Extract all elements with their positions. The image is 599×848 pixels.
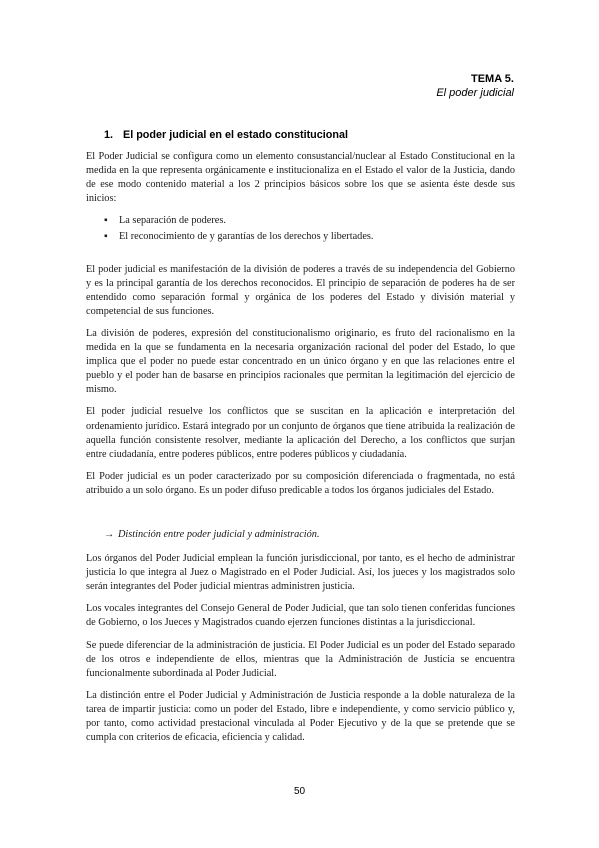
paragraph: La distinción entre el Poder Judicial y Administración de Justicia responde a la doble naturaleza de la tarea de impartir justicia: como un poder del Estado, libre e independiente, y como servicio público y, por tanto, como actividad prestacional vinculada al Poder Ejecutivo y de la que se pretende que se cumpla con criterios de eficacia, eficiencia y calidad.: [86, 689, 515, 744]
bullet-icon: ▪: [104, 215, 108, 227]
chapter-title: El poder judicial: [436, 87, 514, 99]
paragraph: El poder judicial es manifestación de la división de poderes a través de su independencia del Gobierno y es la principal garantía de los derechos reconocidos. El principio de separación de poderes ha de ser entendido como separación formal y orgánica de los poderes del Estado y división material y competencial de sus funciones.: [86, 263, 515, 317]
paragraph: El Poder Judicial se configura como un elemento consustancial/nuclear al Estado Constitucional en la medida en la que representa orgánicamente e institucionaliza en el Estado el valor de la Justicia, dando de ese modo contenido material a los 2 principios básicos sobre los que se asienta éste desde sus inicios:: [86, 151, 515, 205]
arrow-right-icon: →: [104, 528, 115, 540]
paragraph: El poder judicial resuelve los conflictos que se suscitan en la aplicación e interpretación del ordenamiento jurídico. Estará integrado por un conjunto de órganos que tiene atribuida la realización de aquella función consistente resolver, mediante la aplicación del Derecho, a los conflictos que surjan entre ciudadanía, entre poderes públicos, entre poderes públicos y ciudadanía.: [86, 406, 515, 460]
document-body: [86, 128, 515, 753]
paragraph: El Poder judicial es un poder caracterizado por su composición diferenciada o fragmentada, no está atribuido a un solo órgano. Es un poder difuso predicable a todos los órganos judiciales del Estado.: [86, 470, 515, 496]
page-number: 50: [293, 786, 306, 797]
list-item-text: El reconocimiento de y garantías de los derechos y libertades.: [119, 231, 374, 243]
section-number: 1.: [104, 129, 114, 141]
paragraph: Se puede diferenciar de la administración de justicia. El Poder Judicial es un poder del Estado separado de los otros e independiente de ellos, mientras que la Administración de Justicia se encuentra funcionalmente subordinada al Poder Judicial.: [86, 639, 515, 679]
subheading-text: Distinción entre poder judicial y administración.: [118, 528, 320, 540]
paragraph: Los órganos del Poder Judicial emplean la función jurisdiccional, por tanto, es el hecho de administrar justicia lo que integra al Juez o Magistrado en el Poder Judicial. Así, los jueces y los magistrados solo serán integrantes del Poder judicial mientras administren justicia.: [86, 553, 515, 593]
paragraph: Los vocales integrantes del Consejo General de Poder Judicial, que tan solo tienen conferidas funciones de Gobierno, o los Jueces y Magistrados cuando ejerzen funciones distintas a la jurisdiccional.: [86, 603, 515, 629]
list-item-text: La separación de poderes.: [119, 215, 226, 227]
section-title: El poder judicial en el estado constitucional: [123, 129, 348, 141]
bullet-list: [86, 214, 515, 244]
bullet-icon: ▪: [104, 231, 108, 243]
paragraph: La división de poderes, expresión del constitucionalismo originario, es fruto del racionalismo en la medida en la que se fundamenta en la necesaria organización racional del poder del Estado, lo que implica que el poder no puede estar concentrado en un único órgano y en que las relaciones entre el pueblo y el poder han de basarse en principios racionales que permitan la legitimación del ejercicio de mismo.: [86, 327, 515, 396]
chapter-header: [436, 72, 514, 100]
section-heading: [104, 128, 515, 142]
subheading: [86, 528, 515, 542]
list-item: [86, 230, 515, 244]
list-item: [86, 214, 515, 228]
chapter-number: TEMA 5.: [471, 73, 514, 85]
